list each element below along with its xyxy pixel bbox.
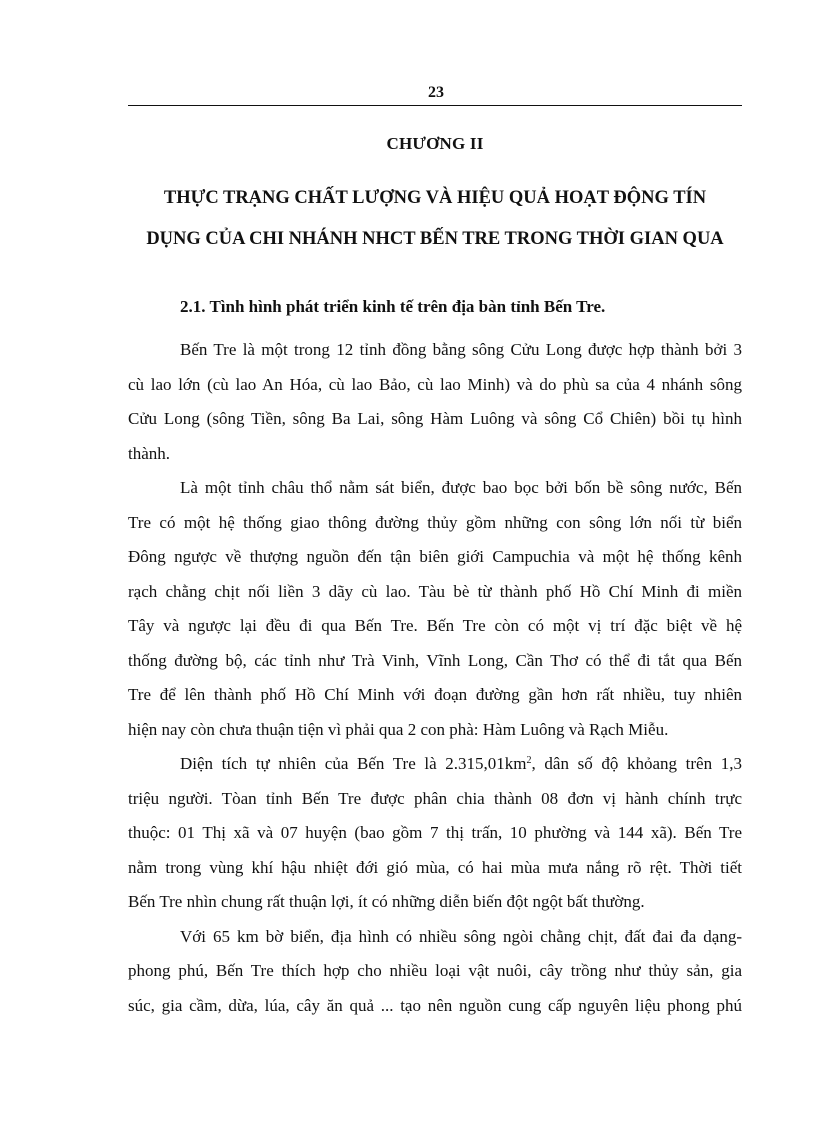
text-line: triệu người. Tòan tỉnh Bến Tre được phân chia thành 08 đơn vị hành chính trực: [128, 788, 742, 808]
text-line: Tre có một hệ thống giao thông đường thủy gồm những con sông lớn nối từ biển: [128, 512, 742, 532]
paragraph-3: [128, 747, 742, 920]
body-text: [128, 333, 742, 1023]
area-superscript: 2: [526, 755, 532, 766]
section-heading: 2.1. Tình hình phát triển kinh tế trên địa bàn tỉnh Bến Tre.: [180, 297, 606, 316]
area-text-rest: , dân số độ khỏang trên 1,3: [531, 754, 742, 773]
text-line: Đông ngược về thượng nguồn đến tận biên giới Campuchia và một hệ thống kênh: [128, 547, 742, 566]
text-line: phong phú, Bến Tre thích hợp cho nhiều loại vật nuôi, cây trồng như thủy sản, gia: [128, 961, 742, 980]
text-line: súc, gia cầm, dừa, lúa, cây ăn quả ... tạo nên nguồn cung cấp nguyên liệu phong phú: [128, 995, 742, 1015]
text-line: Là một tỉnh châu thổ nằm sát biển, được bao bọc bởi bốn bề sông nước, Bến: [180, 478, 742, 497]
text-line: Bến Tre là một trong 12 tỉnh đồng bằng sông Cửu Long được hợp thành bởi 3: [180, 340, 742, 359]
chapter-title: [128, 178, 742, 260]
paragraph-4: [128, 920, 742, 1024]
text-line: hiện nay còn chưa thuận tiện vì phải qua 2 con phà: Hàm Luông và Rạch Miễu.: [128, 719, 669, 739]
text-line: Bến Tre nhìn chung rất thuận lợi, ít có những diễn biến đột ngột bất thường.: [128, 892, 645, 911]
text-line: thành.: [128, 443, 171, 463]
chapter-heading: CHƯƠNG II: [386, 134, 484, 153]
paragraph-2: [128, 471, 742, 747]
text-line: cù lao lớn (cù lao An Hóa, cù lao Bảo, cù lao Minh) và do phù sa của 4 nhánh sông: [128, 374, 742, 394]
text-line: thuộc: 01 Thị xã và 07 huyện (bao gồm 7 thị trấn, 10 phường và 144 xã). Bến Tre: [128, 823, 742, 842]
text-line: Tây và ngược lại đều đi qua Bến Tre. Bến Tre còn có một vị trí đặc biệt về hệ: [128, 616, 742, 635]
text-line: thống đường bộ, các tỉnh như Trà Vinh, Vĩnh Long, Cần Thơ có thể đi tắt qua Bến: [128, 650, 742, 670]
text-line: Cửu Long (sông Tiền, sông Ba Lai, sông Hàm Luông và sông Cổ Chiên) bồi tụ hình: [128, 409, 742, 428]
page-number: 23: [428, 84, 444, 101]
text-line: Tre để lên thành phố Hồ Chí Minh với đoạn đường gần hơn rất nhiều, tuy nhiên: [128, 685, 742, 704]
text-line: nằm trong vùng khí hậu nhiệt đới gió mùa, có hai mùa mưa nắng rõ rệt. Thời tiết: [128, 857, 742, 877]
chapter-title-line: DỤNG CỦA CHI NHÁNH NHCT BẾN TRE TRONG THỜI GIAN QUA: [146, 229, 724, 249]
chapter-title-line: THỰC TRẠNG CHẤT LƯỢNG VÀ HIỆU QUẢ HOẠT ĐỘNG TÍN: [163, 188, 707, 208]
area-text: Diện tích tự nhiên của Bến Tre là 2.315,01km: [180, 754, 527, 773]
text-line-area: [128, 747, 742, 782]
text-line: Với 65 km bờ biển, địa hình có nhiều sông ngòi chằng chịt, đất đai đa dạng-: [180, 926, 742, 946]
paragraph-1: [128, 333, 742, 471]
header-rule: [128, 105, 742, 106]
text-line: rạch chằng chịt nối liền 3 dãy cù lao. Tàu bè từ thành phố Hồ Chí Minh đi miền: [128, 581, 742, 601]
